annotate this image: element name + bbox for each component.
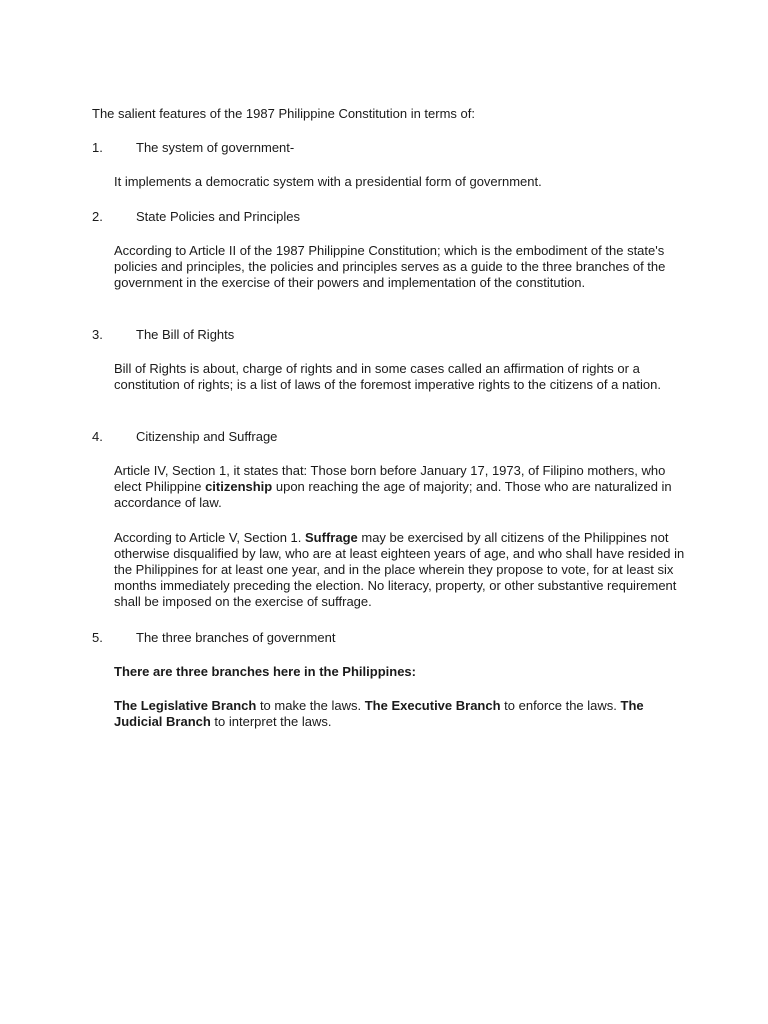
section-5-branches xyxy=(114,698,686,730)
section-2-heading: State Policies and Principles xyxy=(136,209,301,224)
suffrage-text-before: According to Article V, Section 1. xyxy=(114,530,306,545)
citizenship-text-after: upon reaching the age of majority; and. Those who are naturalized in accordance of law. xyxy=(114,479,672,510)
section-4-heading: Citizenship and Suffrage xyxy=(136,429,278,444)
judicial-branch-bold: The Judicial Branch xyxy=(114,698,644,729)
section-1-heading: The system of government- xyxy=(136,140,295,155)
section-3-number: 3. xyxy=(92,327,103,342)
legislative-branch-bold: The Legislative Branch xyxy=(114,698,257,713)
executive-branch-text: to enforce the laws. xyxy=(500,698,621,713)
section-5-lead xyxy=(114,664,686,680)
section-3-body: Bill of Rights is about, charge of rights and in some cases called an affirmation of rights or a constitution of rights; is a list of laws of the foremost imperative rights to the citizens of a nation. xyxy=(114,361,661,392)
section-4-paragraph-citizenship xyxy=(114,463,686,511)
section-1-number: 1. xyxy=(92,140,103,155)
branches-lead-bold: There are three branches here in the Philippines: xyxy=(114,664,416,679)
section-4-number: 4. xyxy=(92,429,103,444)
section-4-paragraph-suffrage xyxy=(114,530,686,610)
legislative-branch-text: to make the laws. xyxy=(256,698,365,713)
suffrage-bold: Suffrage xyxy=(305,530,358,545)
section-1-body: It implements a democratic system with a presidential form of government. xyxy=(114,174,542,189)
section-5-heading: The three branches of government xyxy=(136,630,336,645)
judicial-branch-text: to interpret the laws. xyxy=(210,714,332,729)
suffrage-text-after: may be exercised by all citizens of the Philippines not otherwise disqualified by law, who are at least eighteen years of age, and who shall have resided in the Philippines for at least one year, and in the place wherein they propose to vote, for at least six months immediately preceding the election. No literacy, property, or other substantive requirement shall be imposed on the exercise of suffrage. xyxy=(114,530,685,609)
section-2-number: 2. xyxy=(92,209,103,224)
intro-text: The salient features of the 1987 Philippine Constitution in terms of: xyxy=(92,106,475,121)
citizenship-bold: citizenship xyxy=(205,479,273,494)
executive-branch-bold: The Executive Branch xyxy=(364,698,501,713)
section-5-number: 5. xyxy=(92,630,103,645)
citizenship-text-before: Article IV, Section 1, it states that: Those born before January 17, 1973, of Filipino mothers, who elect Philippine xyxy=(114,463,666,494)
section-3-heading: The Bill of Rights xyxy=(136,327,235,342)
section-2-body: According to Article II of the 1987 Philippine Constitution; which is the embodiment of the state's policies and principles, the policies and principles serves as a guide to the three branches of the government in the exercise of their powers and implementation of the constitution. xyxy=(114,243,666,290)
